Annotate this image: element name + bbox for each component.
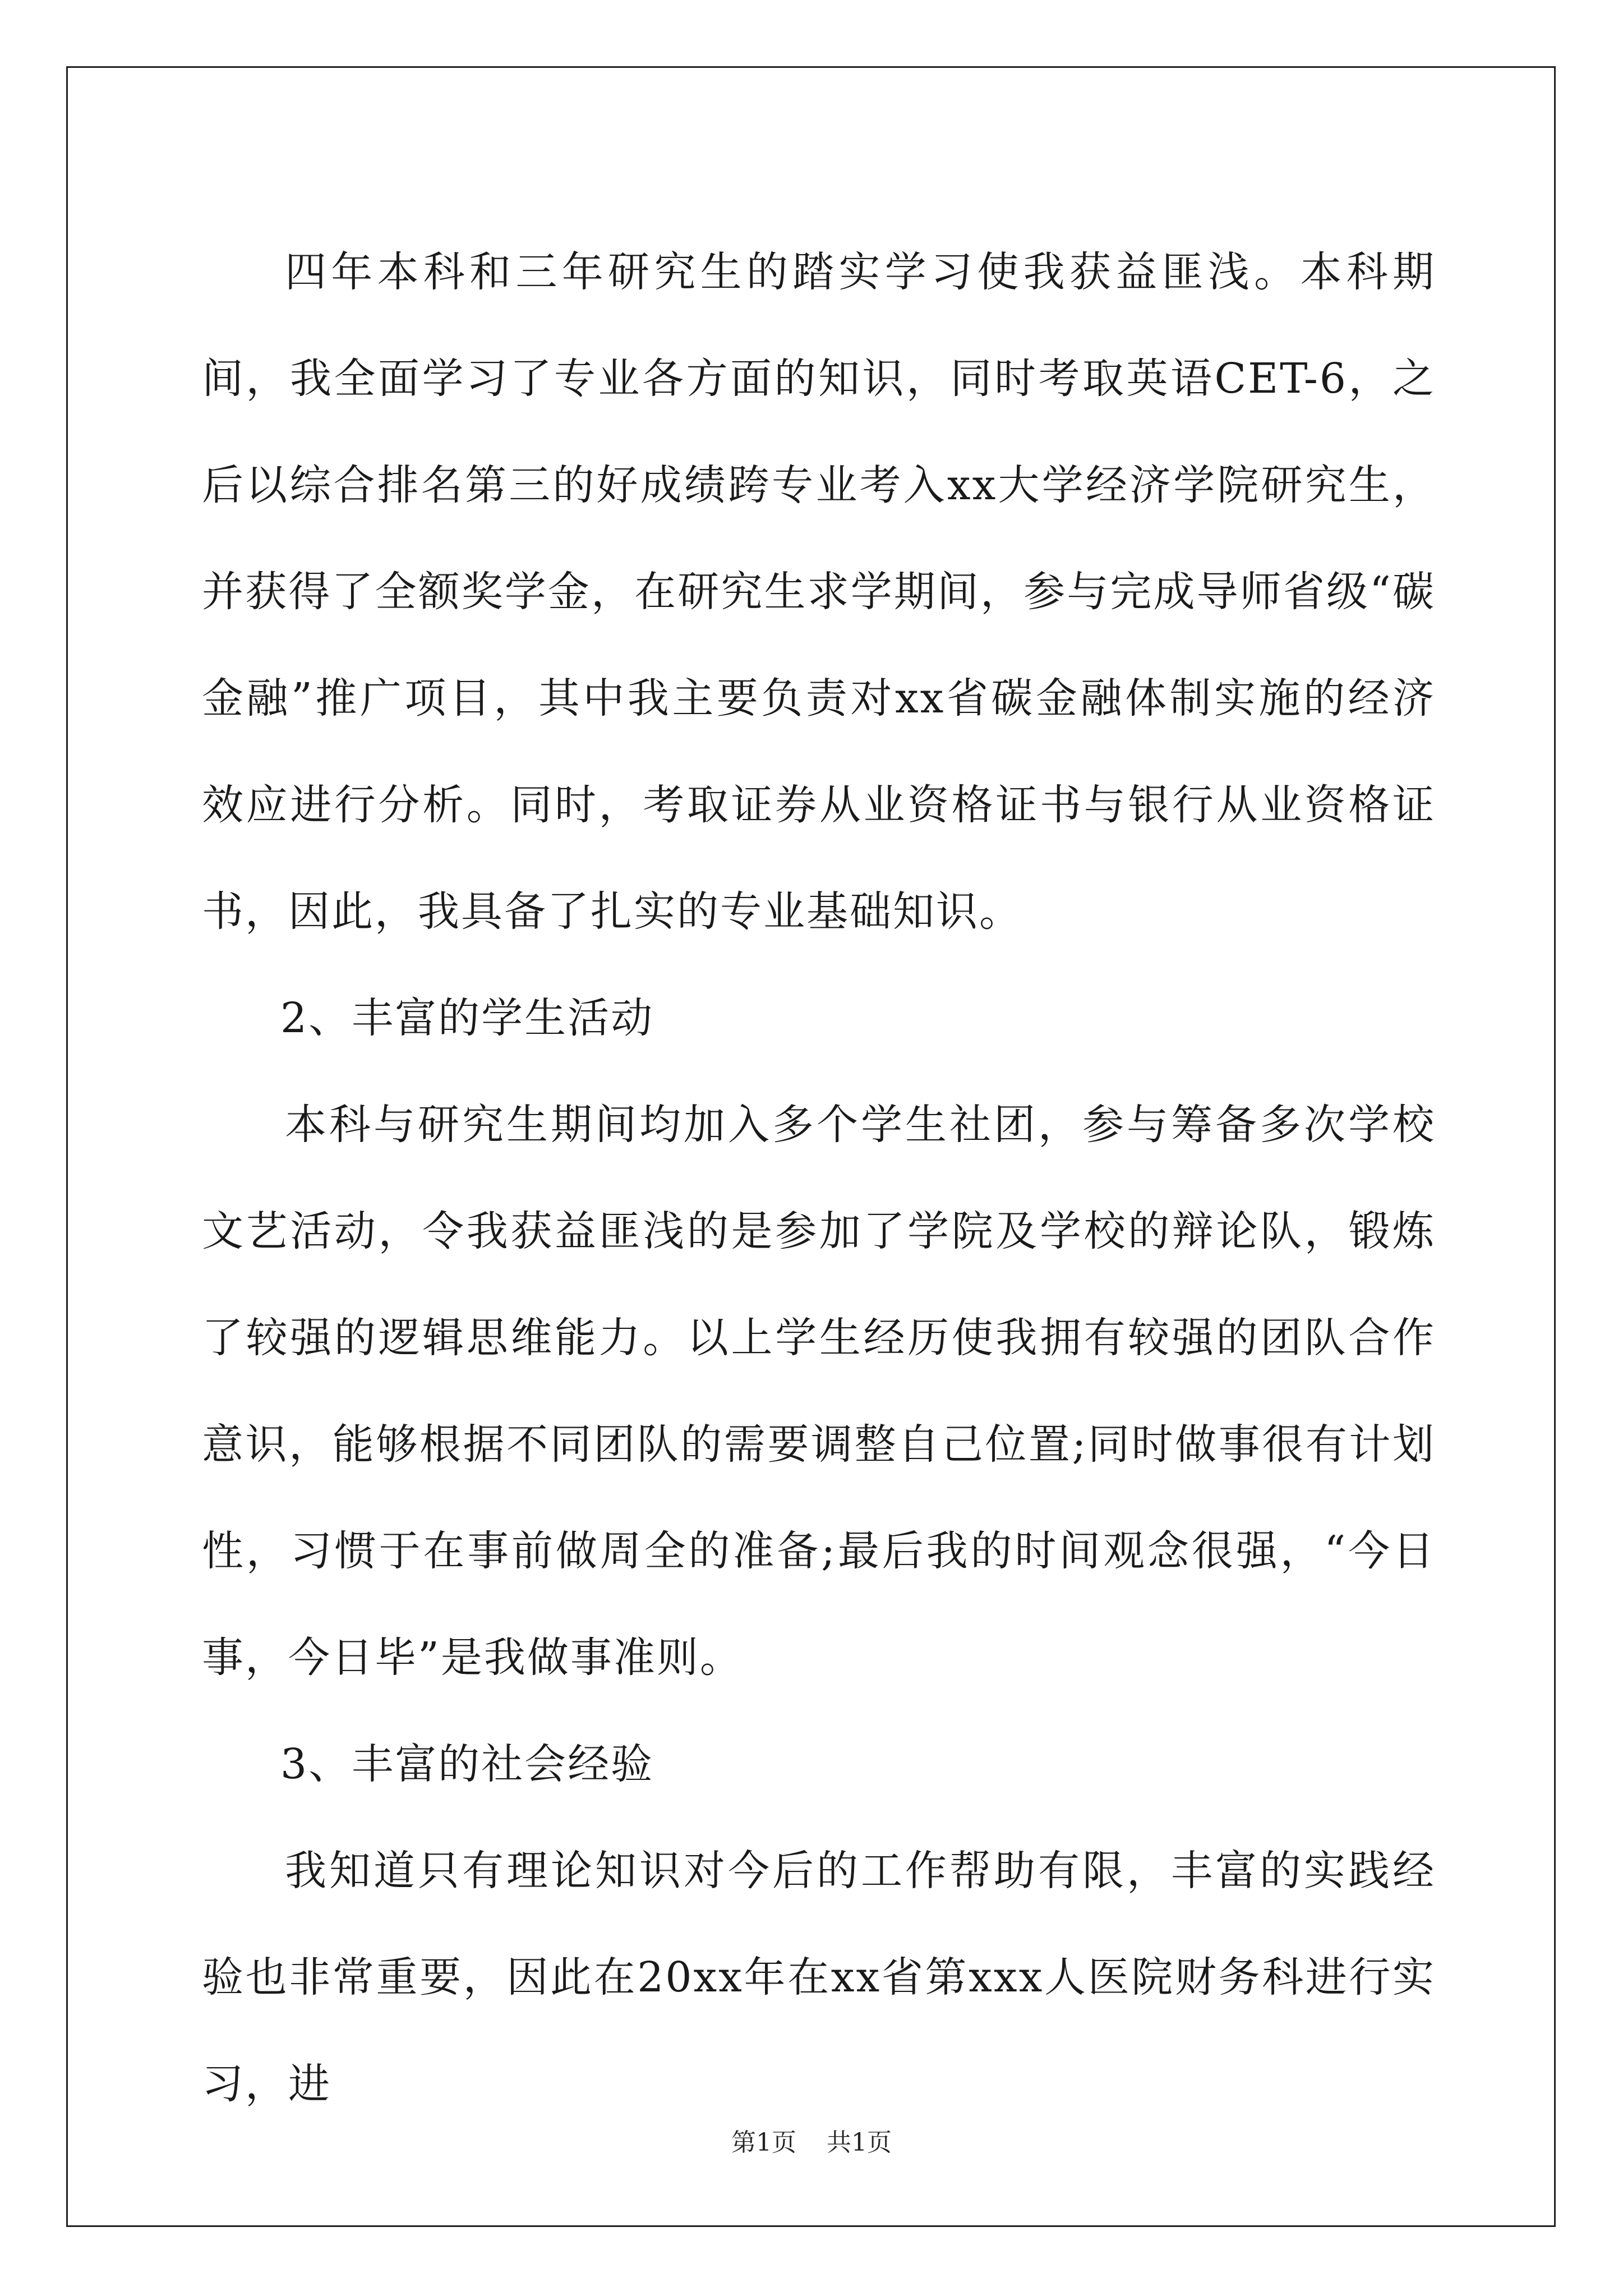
page-footer [0, 2126, 1623, 2160]
paragraph-study: 四年本科和三年研究生的踏实学习使我获益匪浅。本科期间，我全面学习了专业各方面的知识，同时考取英语CET-6，之后以综合排名第三的好成绩跨专业考入xx大学经济学院研究生，并获得了全额奖学金，在研究生求学期间，参与完成导师省级“碳金融”推广项目，其中我主要负责对xx省碳金融体制实施的经济效应进行分析。同时，考取证券从业资格证书与银行从业资格证书，因此，我具备了扎实的专业基础知识。 [202, 248, 1436, 936]
page-total: 共1页 [827, 2128, 892, 2157]
section-heading-student-activities: 2、丰富的学生活动 [280, 994, 654, 1042]
paragraph-experience: 我知道只有理论知识对今后的工作帮助有限，丰富的实践经验也非常重要，因此在20xx年在xx省第xxx人医院财务科进行实习，进 [202, 1847, 1436, 2108]
section-heading-social-experience: 3、丰富的社会经验 [280, 1740, 654, 1788]
page-number: 第1页 [731, 2128, 796, 2157]
document-body [202, 219, 1436, 2137]
paragraph-activities: 本科与研究生期间均加入多个学生社团，参与筹备多次学校文艺活动，令我获益匪浅的是参加了学院及学校的辩论队，锻炼了较强的逻辑思维能力。以上学生经历使我拥有较强的团队合作意识，能够根据不同团队的需要调整自己位置;同时做事很有计划性，习惯于在事前做周全的准备;最后我的时间观念很强，“今日事，今日毕”是我做事准则。 [202, 1101, 1436, 1682]
